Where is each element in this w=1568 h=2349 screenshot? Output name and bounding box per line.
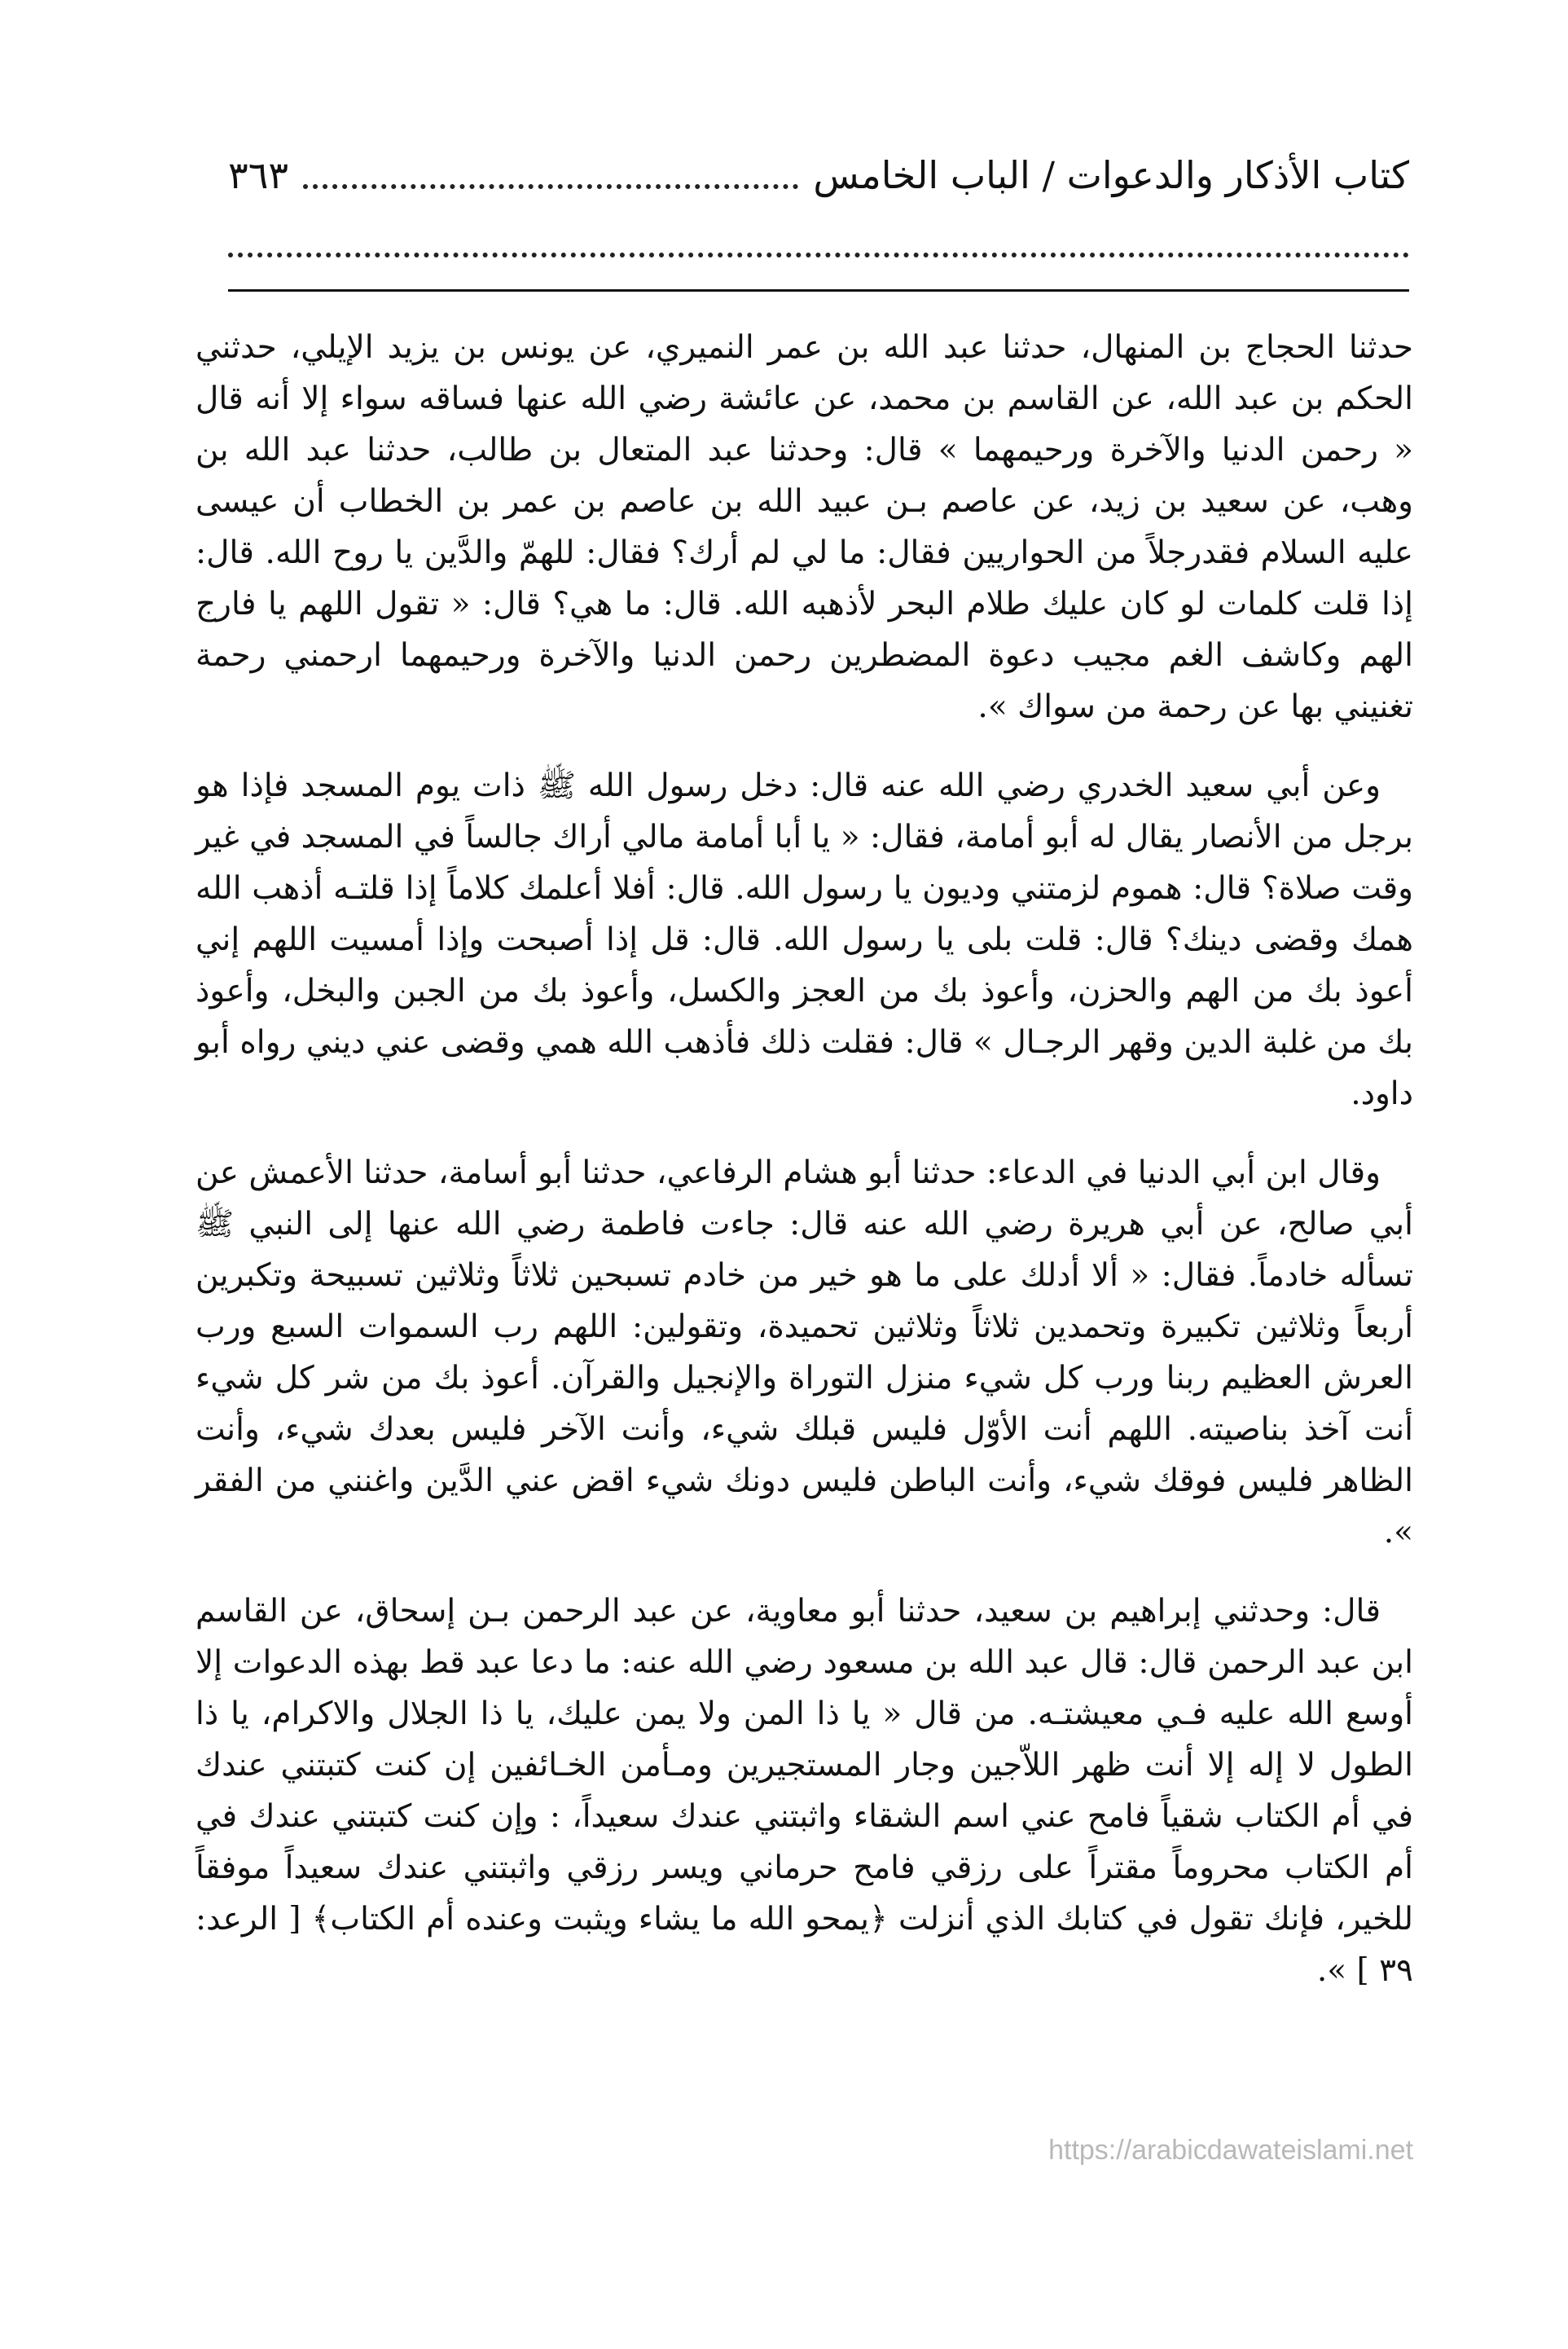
body-text	[195, 322, 1413, 2024]
dotted-separator	[228, 253, 1409, 257]
paragraph: حدثنا الحجاج بن المنهال، حدثنا عبد الله بن عمر النميري، عن يونس بن يزيد الإيلي، حدثني الحكم بن عبد الله، عن القاسم بن محمد، عن عائشة رضي الله عنها فساقه سواء إلا أنه قال « رحمن الدنيا والآخرة ورحيمهما » قال: وحدثنا عبد المتعال بن طالب، حدثنا عبد الله بن وهب، عن سعيد بن زيد، عن عاصم بـن عبيد الله بن عاصم بن عمر بن الخطاب أن عيسى عليه السلام فقدرجلاً من الحواريين فقال: ما لي لم أرك؟ فقال: للهمّ والدَّين يا روح الله. قال: إذا قلت كلمات لو كان عليك طلام البحر لأذهبه الله. قال: ما هي؟ قال: « تقول اللهم يا فارج الهم وكاشف الغم مجيب دعوة المضطرين رحمن الدنيا والآخرة ورحيمهما ارحمني رحمة تغنيني بها عن رحمة من سواك ».	[195, 329, 1413, 725]
paragraph: وقال ابن أبي الدنيا في الدعاء: حدثنا أبو هشام الرفاعي، حدثنا أبو أسامة، حدثنا الأعمش عن أبي صالح، عن أبي هريرة رضي الله عنه قال: جاءت فاطمة رضي الله عنها إلى النبي ﷺ تسأله خادماً. فقال: « ألا أدلك على ما هو خير من خادم تسبحين ثلاثاً وثلاثين تسبيحة وتكبرين أربعاً وثلاثين تكبيرة وتحمدين ثلاثاً وثلاثين تحميدة، وتقولين: اللهم رب السموات السبع ورب العرش العظيم ربنا ورب كل شيء منزل التوراة والإنجيل والقرآن. أعوذ بك من شر كل شيء أنت آخذ بناصيته. اللهم أنت الأوّل فليس قبلك شيء، وأنت الآخر فليس بعدك شيء، وأنت الظاهر فليس فوقك شيء، وأنت الباطن فليس دونك شيء اقض عني الدَّين واغنني من الفقر ».	[195, 1155, 1413, 1551]
running-title: كتاب الأذكار والدعوات / الباب الخامس	[813, 153, 1409, 197]
paragraph: قال: وحدثني إبراهيم بن سعيد، حدثنا أبو معاوية، عن عبد الرحمن بـن إسحاق، عن القاسم ابن عبد الرحمن قال: قال عبد الله بن مسعود رضي الله عنه: ما دعا عبد قط بهذه الدعوات إلا أوسع الله عليه فـي معيشتـه. من قال « يا ذا المن ولا يمن عليك، يا ذا الجلال والاكرام، يا ذا الطول لا إله إلا أنت ظهر اللاّجين وجار المستجيرين ومـأمن الخـائفين إن كنت كتبتني عندك في أم الكتاب شقياً فامح عني اسم الشقاء واثبتني عندك سعيداً، : وإن كنت كتبتني عندك في أم الكتاب محروماً مقتراً على رزقي فامح حرماني ويسر رزقي واثبتني عندك سعيداً موفقاً للخير، فإنك تقول في كتابك الذي أنزلت ﴿يمحو الله ما يشاء ويثبت وعنده أم الكتاب﴾ [ الرعد: ٣٩ ] ».	[195, 1593, 1413, 1989]
watermark-url: https://arabicdawateislami.net	[1048, 2135, 1413, 2166]
dotted-leader	[303, 184, 798, 189]
page-header	[228, 130, 1409, 220]
paragraph: وعن أبي سعيد الخدري رضي الله عنه قال: دخل رسول الله ﷺ ذات يوم المسجد فإذا هو برجل من الأنصار يقال له أبو أمامة، فقال: « يا أبا أمامة مالي أراك جالساً في المسجد في غير وقت صلاة؟ قال: هموم لزمتني وديون يا رسول الله. قال: أفلا أعلمك كلاماً إذا قلتـه أذهب الله همك وقضى دينك؟ قال: قلت بلى يا رسول الله. قال: قل إذا أصبحت وإذا أمسيت اللهم إني أعوذ بك من الهم والحزن، وأعوذ بك من العجز والكسل، وأعوذ بك من الجبن والبخل، وأعوذ بك من غلبة الدين وقهر الرجـال » قال: فقلت ذلك فأذهب الله همي وقضى عني ديني رواه أبو داود.	[195, 768, 1413, 1112]
header-rule	[228, 289, 1409, 292]
page-number: ٣٦٣	[228, 153, 289, 197]
